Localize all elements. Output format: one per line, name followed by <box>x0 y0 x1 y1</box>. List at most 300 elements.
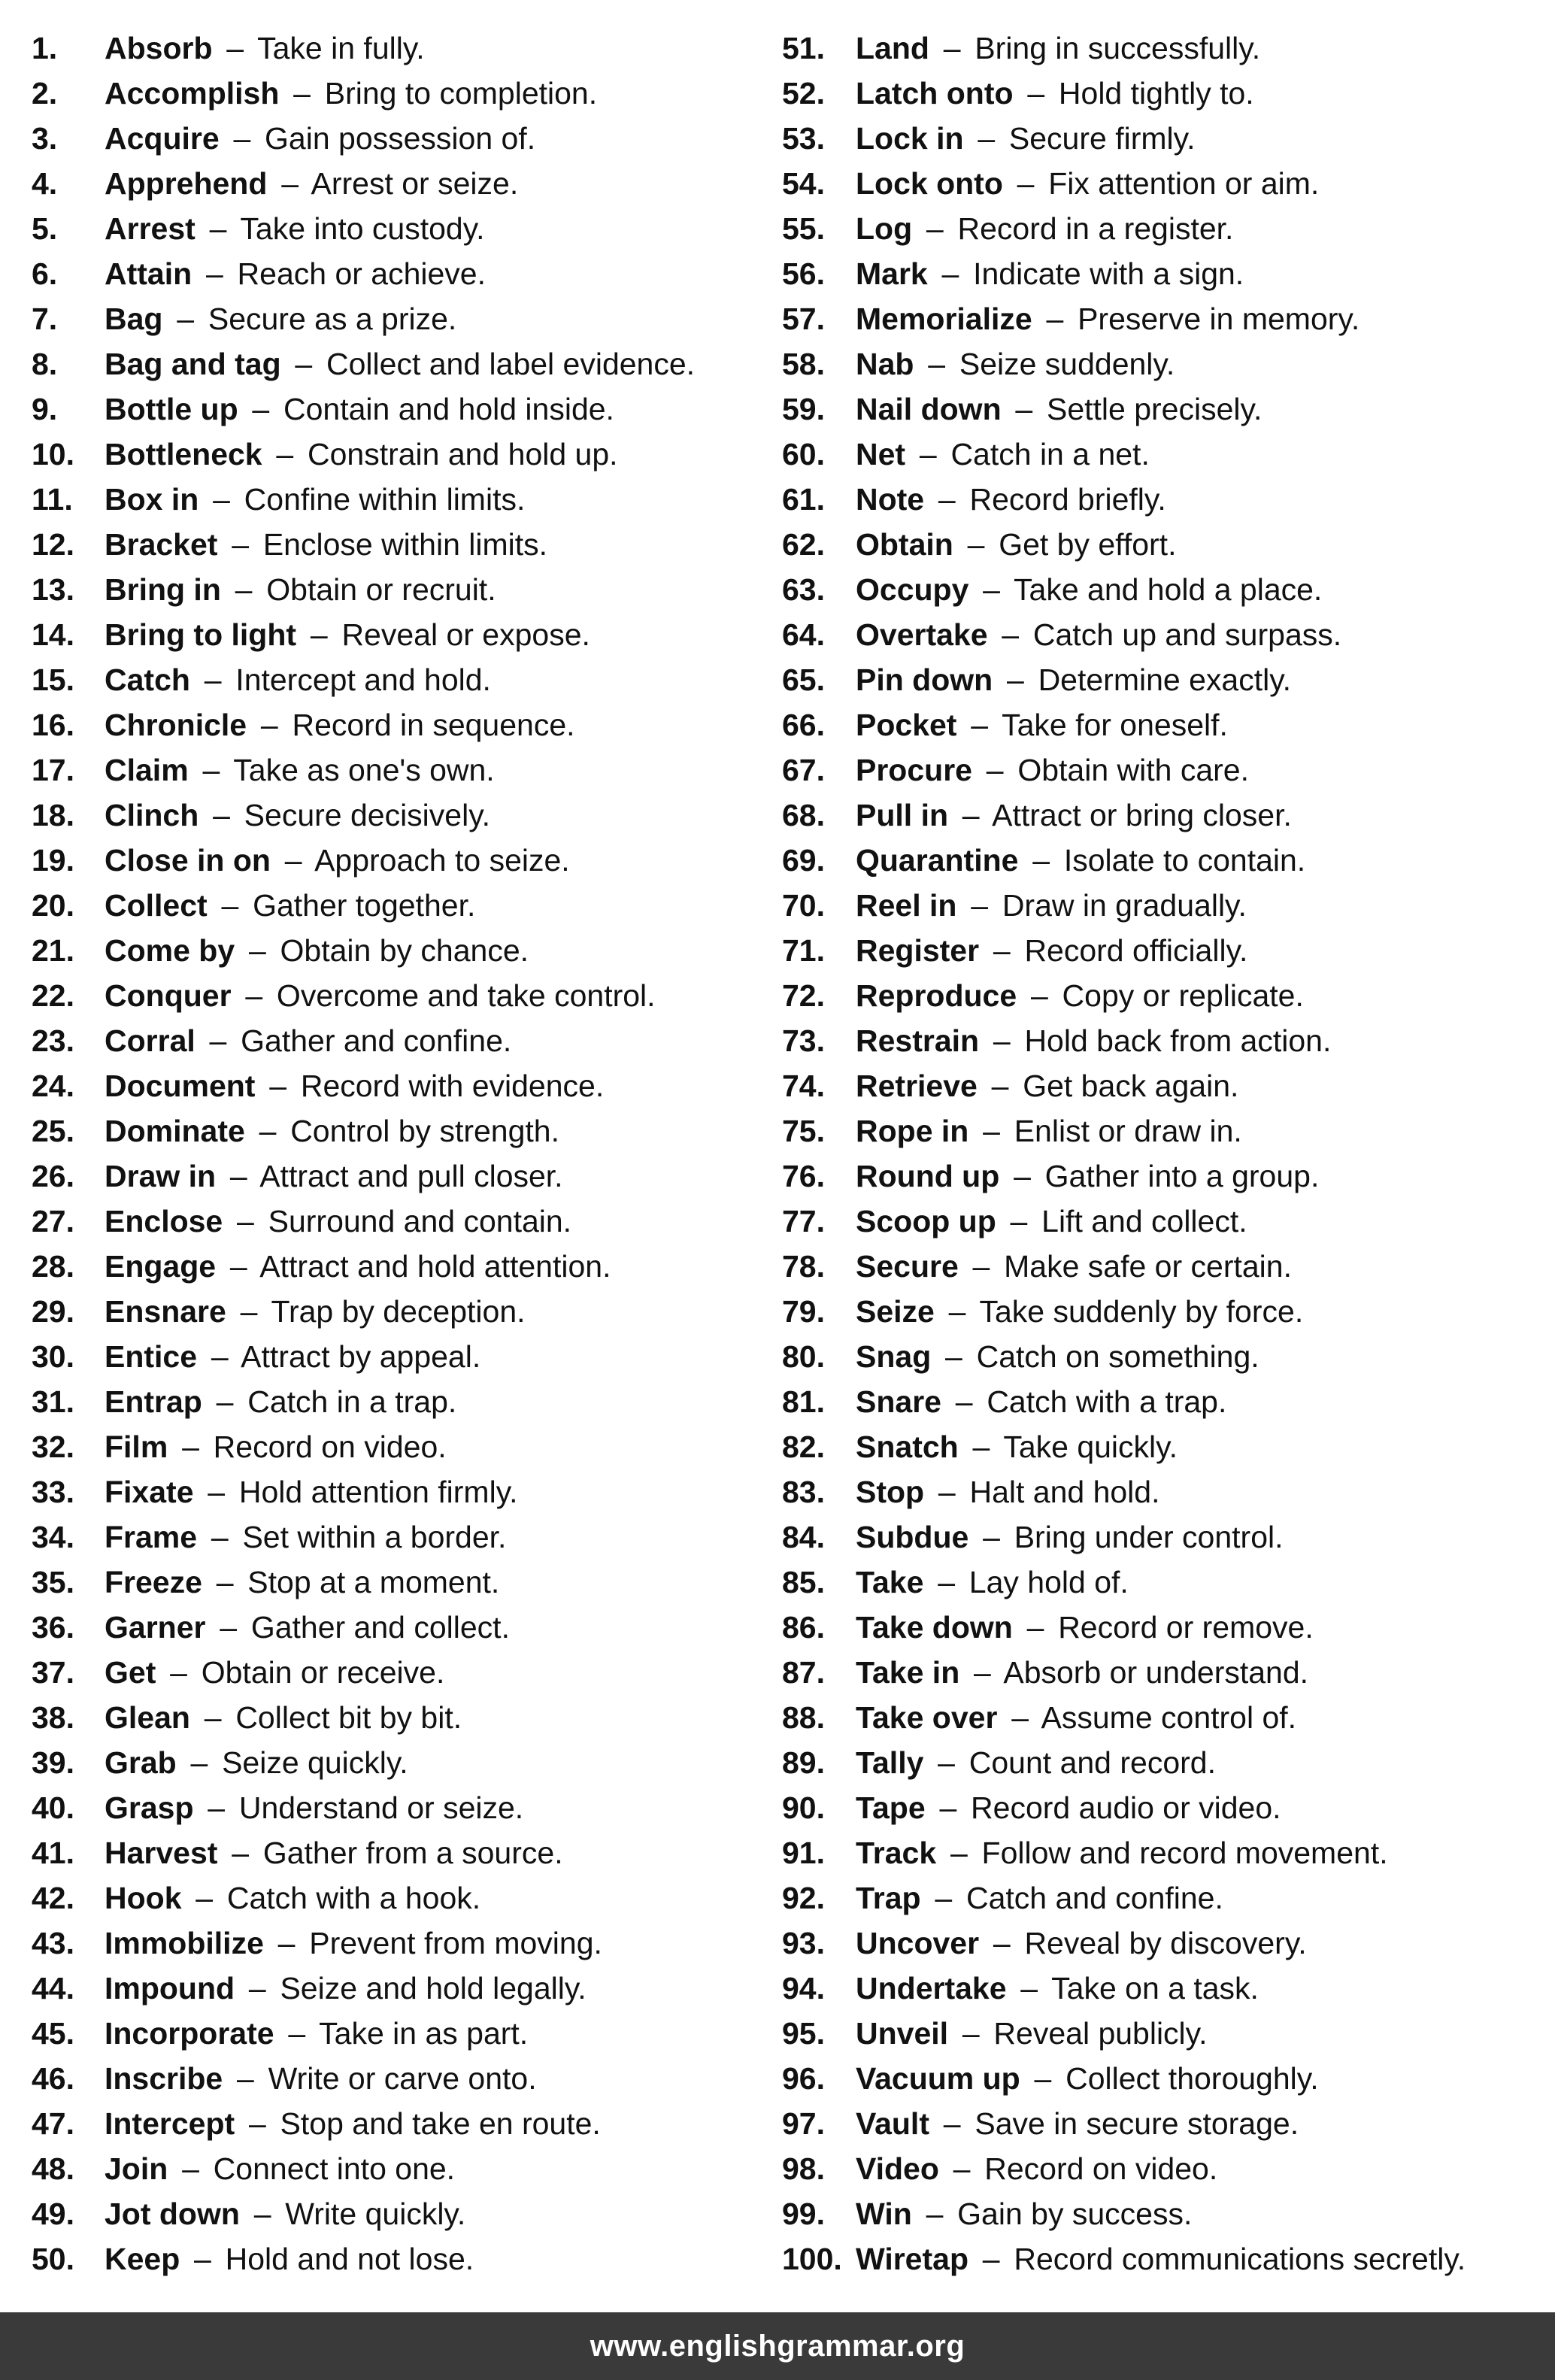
item-separator: – <box>971 708 989 742</box>
list-item <box>32 928 776 973</box>
item-definition: Secure decisively. <box>244 798 491 832</box>
item-term: Bag and tag <box>105 347 281 381</box>
item-text <box>856 1244 1292 1289</box>
item-definition: Understand or seize. <box>238 1790 524 1825</box>
item-separator: – <box>211 1339 229 1374</box>
item-separator: – <box>240 1294 258 1329</box>
item-separator: – <box>962 798 980 832</box>
list-item <box>782 1695 1549 1740</box>
item-number: 3. <box>32 121 58 156</box>
list-item <box>782 1469 1549 1514</box>
item-definition: Reveal or expose. <box>341 617 590 652</box>
item-text <box>856 1875 1223 1921</box>
item-number: 54. <box>782 166 825 201</box>
list-item <box>32 251 776 296</box>
item-term: Scoop up <box>856 1204 996 1239</box>
item-term: Join <box>105 2151 168 2186</box>
list-item <box>782 1921 1549 1966</box>
item-separator: – <box>269 1069 287 1103</box>
item-term: Freeze <box>105 1565 202 1599</box>
list-item <box>782 883 1549 928</box>
item-text <box>856 1966 1259 2011</box>
list-item <box>782 206 1549 251</box>
item-separator: – <box>1032 843 1050 878</box>
item-separator: – <box>208 1475 226 1509</box>
list-item <box>782 1289 1549 1334</box>
item-number: 81. <box>782 1384 825 1419</box>
item-number: 13. <box>32 572 74 607</box>
item-definition: Get back again. <box>1023 1069 1239 1103</box>
item-text <box>105 702 575 747</box>
item-definition: Record with evidence. <box>300 1069 605 1103</box>
item-separator: – <box>232 527 250 562</box>
item-text <box>105 1785 523 1830</box>
item-text <box>856 387 1262 432</box>
item-definition: Attract and pull closer. <box>259 1159 563 1193</box>
item-text <box>105 387 614 432</box>
list-item <box>32 2101 776 2146</box>
item-definition: Seize and hold legally. <box>280 1971 587 2006</box>
item-separator: – <box>226 31 244 65</box>
item-term: Enclose <box>105 1204 223 1239</box>
item-definition: Arrest or seize. <box>311 166 519 201</box>
item-separator: – <box>983 1520 1000 1554</box>
item-definition: Confine within limits. <box>244 482 526 517</box>
item-number: 92. <box>782 1881 825 1915</box>
list-item <box>32 477 776 522</box>
item-number: 7. <box>32 302 58 336</box>
item-text <box>856 702 1228 747</box>
item-separator: – <box>1030 978 1048 1013</box>
item-number: 27. <box>32 1204 74 1239</box>
item-number: 55. <box>782 211 825 246</box>
item-number: 23. <box>32 1023 74 1058</box>
item-text <box>856 522 1176 567</box>
item-text <box>856 1560 1129 1605</box>
list-item <box>32 1289 776 1334</box>
item-separator: – <box>229 1159 247 1193</box>
list-item <box>32 973 776 1018</box>
item-definition: Take and hold a place. <box>1014 572 1323 607</box>
item-text <box>856 1650 1308 1695</box>
item-number: 51. <box>782 31 825 65</box>
item-separator: – <box>237 1204 254 1239</box>
item-number: 96. <box>782 2061 825 2096</box>
item-text <box>105 1740 408 1785</box>
list-item <box>32 1379 776 1424</box>
item-separator: – <box>983 1114 1000 1148</box>
item-separator: – <box>939 1790 957 1825</box>
item-definition: Follow and record movement. <box>981 1836 1388 1870</box>
item-separator: – <box>993 933 1011 968</box>
item-definition: Gather together. <box>253 888 476 923</box>
item-definition: Take on a task. <box>1051 1971 1259 2006</box>
item-text <box>105 522 547 567</box>
item-term: Dominate <box>105 1114 245 1148</box>
item-separator: – <box>972 1249 990 1284</box>
item-number: 9. <box>32 392 58 426</box>
list-item <box>782 1244 1549 1289</box>
item-definition: Intercept and hold. <box>235 662 491 697</box>
item-separator: – <box>971 888 989 923</box>
item-text <box>105 1379 456 1424</box>
item-term: Document <box>105 1069 256 1103</box>
item-definition: Draw in gradually. <box>1002 888 1247 923</box>
item-text <box>105 1514 506 1560</box>
item-separator: – <box>1014 1159 1031 1193</box>
list-item <box>782 1108 1549 1154</box>
item-number: 88. <box>782 1700 825 1735</box>
item-text <box>856 1695 1296 1740</box>
item-term: Ensnare <box>105 1294 226 1329</box>
item-number: 89. <box>782 1745 825 1780</box>
item-term: Bag <box>105 302 163 336</box>
item-definition: Absorb or understand. <box>1003 1655 1309 1690</box>
item-text <box>105 2011 528 2056</box>
item-number: 25. <box>32 1114 74 1148</box>
item-definition: Attract by appeal. <box>241 1339 481 1374</box>
item-separator: – <box>182 2151 199 2186</box>
list-item <box>782 973 1549 1018</box>
item-text <box>856 2146 1217 2191</box>
item-text <box>105 973 656 1018</box>
item-number: 53. <box>782 121 825 156</box>
item-definition: Secure as a prize. <box>208 302 457 336</box>
list-item <box>32 1560 776 1605</box>
item-term: Accomplish <box>105 76 280 111</box>
word-list-left-column <box>32 26 776 2281</box>
item-number: 84. <box>782 1520 825 1554</box>
item-term: Latch onto <box>856 76 1014 111</box>
item-definition: Bring to completion. <box>324 76 598 111</box>
list-item <box>32 26 776 71</box>
item-text <box>105 883 475 928</box>
item-number: 68. <box>782 798 825 832</box>
item-term: Pocket <box>856 708 957 742</box>
item-term: Reproduce <box>856 978 1017 1013</box>
item-number: 66. <box>782 708 825 742</box>
item-separator: – <box>948 1294 966 1329</box>
item-definition: Indicate with a sign. <box>973 256 1244 291</box>
item-term: Apprehend <box>105 166 268 201</box>
item-text <box>856 1063 1238 1108</box>
item-number: 100. <box>782 2242 842 2276</box>
list-item <box>782 2236 1549 2281</box>
item-text <box>105 1966 587 2011</box>
item-definition: Constrain and hold up. <box>307 437 618 471</box>
list-item <box>32 747 776 793</box>
item-number: 74. <box>782 1069 825 1103</box>
item-separator: – <box>941 256 959 291</box>
item-text <box>105 206 485 251</box>
list-item <box>32 1921 776 1966</box>
item-definition: Catch and confine. <box>965 1881 1223 1915</box>
item-separator: – <box>943 2106 961 2141</box>
list-item <box>782 1875 1549 1921</box>
item-separator: – <box>248 933 266 968</box>
item-definition: Collect and label evidence. <box>326 347 696 381</box>
item-text <box>856 1199 1247 1244</box>
item-separator: – <box>248 2106 266 2141</box>
item-term: Hook <box>105 1881 182 1915</box>
item-definition: Catch in a trap. <box>247 1384 457 1419</box>
list-item <box>32 2236 776 2281</box>
list-item <box>32 702 776 747</box>
item-separator: – <box>182 1430 199 1464</box>
item-term: Keep <box>105 2242 180 2276</box>
item-term: Occupy <box>856 572 969 607</box>
item-text <box>105 2101 601 2146</box>
item-definition: Count and record. <box>968 1745 1216 1780</box>
item-separator: – <box>209 1023 227 1058</box>
item-separator: – <box>216 1384 234 1419</box>
item-separator: – <box>1002 617 1020 652</box>
item-definition: Settle precisely. <box>1046 392 1262 426</box>
item-term: Get <box>105 1655 156 1690</box>
item-term: Garner <box>105 1610 206 1645</box>
item-text <box>105 1560 499 1605</box>
item-definition: Halt and hold. <box>969 1475 1160 1509</box>
item-term: Take in <box>856 1655 960 1690</box>
item-term: Clinch <box>105 798 199 832</box>
item-definition: Record on video. <box>213 1430 447 1464</box>
item-definition: Attract or bring closer. <box>992 798 1292 832</box>
item-term: Impound <box>105 1971 235 2006</box>
item-number: 77. <box>782 1204 825 1239</box>
item-term: Grab <box>105 1745 177 1780</box>
item-definition: Reach or achieve. <box>237 256 486 291</box>
list-item <box>782 522 1549 567</box>
item-number: 82. <box>782 1430 825 1464</box>
item-text <box>856 71 1254 116</box>
list-item <box>782 2146 1549 2191</box>
item-definition: Get by effort. <box>999 527 1177 562</box>
item-number: 43. <box>32 1926 74 1960</box>
item-term: Draw in <box>105 1159 217 1193</box>
item-text <box>856 26 1260 71</box>
item-number: 79. <box>782 1294 825 1329</box>
item-separator: – <box>1011 1700 1029 1735</box>
item-separator: – <box>276 437 294 471</box>
list-item <box>782 1154 1549 1199</box>
item-number: 38. <box>32 1700 74 1735</box>
item-separator: – <box>1046 302 1064 336</box>
item-definition: Record in a register. <box>957 211 1234 246</box>
item-number: 75. <box>782 1114 825 1148</box>
item-definition: Record or remove. <box>1058 1610 1314 1645</box>
item-definition: Write quickly. <box>285 2197 466 2231</box>
list-item <box>32 883 776 928</box>
list-item <box>782 71 1549 116</box>
item-number: 28. <box>32 1249 74 1284</box>
item-separator: – <box>202 753 220 787</box>
item-separator: – <box>1006 662 1024 697</box>
item-definition: Gain by success. <box>957 2197 1193 2231</box>
item-number: 21. <box>32 933 74 968</box>
item-number: 1. <box>32 31 58 65</box>
item-separator: – <box>972 1430 990 1464</box>
item-separator: – <box>938 1745 955 1780</box>
item-separator: – <box>955 1384 973 1419</box>
list-item <box>782 116 1549 161</box>
item-term: Entrap <box>105 1384 202 1419</box>
item-number: 67. <box>782 753 825 787</box>
item-term: Trap <box>856 1881 921 1915</box>
item-number: 65. <box>782 662 825 697</box>
item-term: Seize <box>856 1294 935 1329</box>
item-number: 35. <box>32 1565 74 1599</box>
list-item <box>782 1650 1549 1695</box>
list-item <box>782 1605 1549 1650</box>
item-text <box>856 2191 1192 2236</box>
item-term: Chronicle <box>105 708 247 742</box>
list-item <box>782 2056 1549 2101</box>
item-term: Tally <box>856 1745 924 1780</box>
item-definition: Lay hold of. <box>968 1565 1129 1599</box>
item-definition: Obtain by chance. <box>280 933 529 968</box>
item-term: Restrain <box>856 1023 980 1058</box>
item-term: Track <box>856 1836 937 1870</box>
item-definition: Take suddenly by force. <box>979 1294 1304 1329</box>
list-item <box>32 2191 776 2236</box>
item-text <box>105 1199 571 1244</box>
list-item <box>32 1469 776 1514</box>
item-text <box>856 1514 1284 1560</box>
item-text <box>105 793 490 838</box>
item-term: Uncover <box>856 1926 980 1960</box>
list-item <box>32 657 776 702</box>
item-term: Video <box>856 2151 939 2186</box>
item-text <box>105 2146 455 2191</box>
item-definition: Obtain or receive. <box>201 1655 445 1690</box>
item-term: Acquire <box>105 121 220 156</box>
item-separator: – <box>205 256 223 291</box>
list-item <box>32 161 776 206</box>
item-text <box>105 1108 559 1154</box>
item-term: Pull in <box>856 798 948 832</box>
item-definition: Record officially. <box>1024 933 1248 968</box>
item-definition: Record in sequence. <box>292 708 575 742</box>
item-separator: – <box>953 2151 971 2186</box>
item-definition: Record briefly. <box>969 482 1166 517</box>
list-item <box>782 1334 1549 1379</box>
item-term: Absorb <box>105 31 213 65</box>
item-separator: – <box>950 1836 968 1870</box>
item-definition: Set within a border. <box>242 1520 507 1554</box>
list-item <box>32 116 776 161</box>
list-item <box>782 1830 1549 1875</box>
item-term: Log <box>856 211 913 246</box>
item-separator: – <box>983 572 1000 607</box>
item-term: Snare <box>856 1384 941 1419</box>
list-item <box>32 387 776 432</box>
item-separator: – <box>229 1249 247 1284</box>
item-separator: – <box>281 166 299 201</box>
item-definition: Connect into one. <box>213 2151 456 2186</box>
item-text <box>105 1424 447 1469</box>
item-text <box>856 2011 1208 2056</box>
item-number: 52. <box>782 76 825 111</box>
list-item <box>32 1063 776 1108</box>
item-definition: Hold and not lose. <box>225 2242 474 2276</box>
item-separator: – <box>1034 2061 1052 2096</box>
item-definition: Make safe or certain. <box>1004 1249 1292 1284</box>
item-term: Glean <box>105 1700 190 1735</box>
item-term: Nail down <box>856 392 1002 426</box>
item-term: Overtake <box>856 617 988 652</box>
item-number: 44. <box>32 1971 74 2006</box>
item-text <box>105 612 590 657</box>
item-number: 50. <box>32 2242 74 2276</box>
item-term: Lock onto <box>856 166 1003 201</box>
item-term: Frame <box>105 1520 198 1554</box>
item-separator: – <box>204 1700 222 1735</box>
item-term: Arrest <box>105 211 196 246</box>
item-text <box>856 973 1304 1018</box>
list-item <box>782 793 1549 838</box>
item-separator: – <box>295 347 313 381</box>
item-separator: – <box>220 1610 238 1645</box>
item-number: 6. <box>32 256 58 291</box>
item-text <box>105 1334 480 1379</box>
item-definition: Take in fully. <box>257 31 425 65</box>
item-separator: – <box>967 527 985 562</box>
list-item <box>782 567 1549 612</box>
item-term: Secure <box>856 1249 959 1284</box>
item-definition: Catch with a trap. <box>987 1384 1227 1419</box>
list-item <box>32 1018 776 1063</box>
item-separator: – <box>1026 1610 1044 1645</box>
item-number: 70. <box>782 888 825 923</box>
item-number: 34. <box>32 1520 74 1554</box>
list-item <box>782 1199 1549 1244</box>
item-number: 80. <box>782 1339 825 1374</box>
item-separator: – <box>252 392 270 426</box>
item-number: 22. <box>32 978 74 1013</box>
list-item <box>782 477 1549 522</box>
item-definition: Stop at a moment. <box>247 1565 500 1599</box>
item-number: 17. <box>32 753 74 787</box>
item-separator: – <box>259 1114 277 1148</box>
item-separator: – <box>991 1069 1009 1103</box>
item-text <box>856 296 1359 341</box>
item-text <box>105 161 518 206</box>
item-definition: Bring under control. <box>1014 1520 1284 1554</box>
item-text <box>856 341 1175 387</box>
item-separator: – <box>277 1926 296 1960</box>
item-term: Procure <box>856 753 972 787</box>
list-item <box>782 838 1549 883</box>
item-term: Immobilize <box>105 1926 264 1960</box>
footer-url[interactable]: www.englishgrammar.org <box>590 2329 965 2363</box>
item-separator: – <box>196 1881 214 1915</box>
item-number: 63. <box>782 572 825 607</box>
item-definition: Catch up and surpass. <box>1032 617 1342 652</box>
item-text <box>105 251 486 296</box>
item-number: 64. <box>782 617 825 652</box>
item-separator: – <box>194 2242 211 2276</box>
item-text <box>856 206 1233 251</box>
item-definition: Determine exactly. <box>1038 662 1292 697</box>
list-item <box>782 2011 1549 2056</box>
item-term: Jot down <box>105 2197 240 2231</box>
item-text <box>105 1289 526 1334</box>
item-number: 4. <box>32 166 58 201</box>
item-term: Note <box>856 482 925 517</box>
item-text <box>856 2056 1319 2101</box>
item-text <box>105 1244 611 1289</box>
list-item <box>32 1334 776 1379</box>
